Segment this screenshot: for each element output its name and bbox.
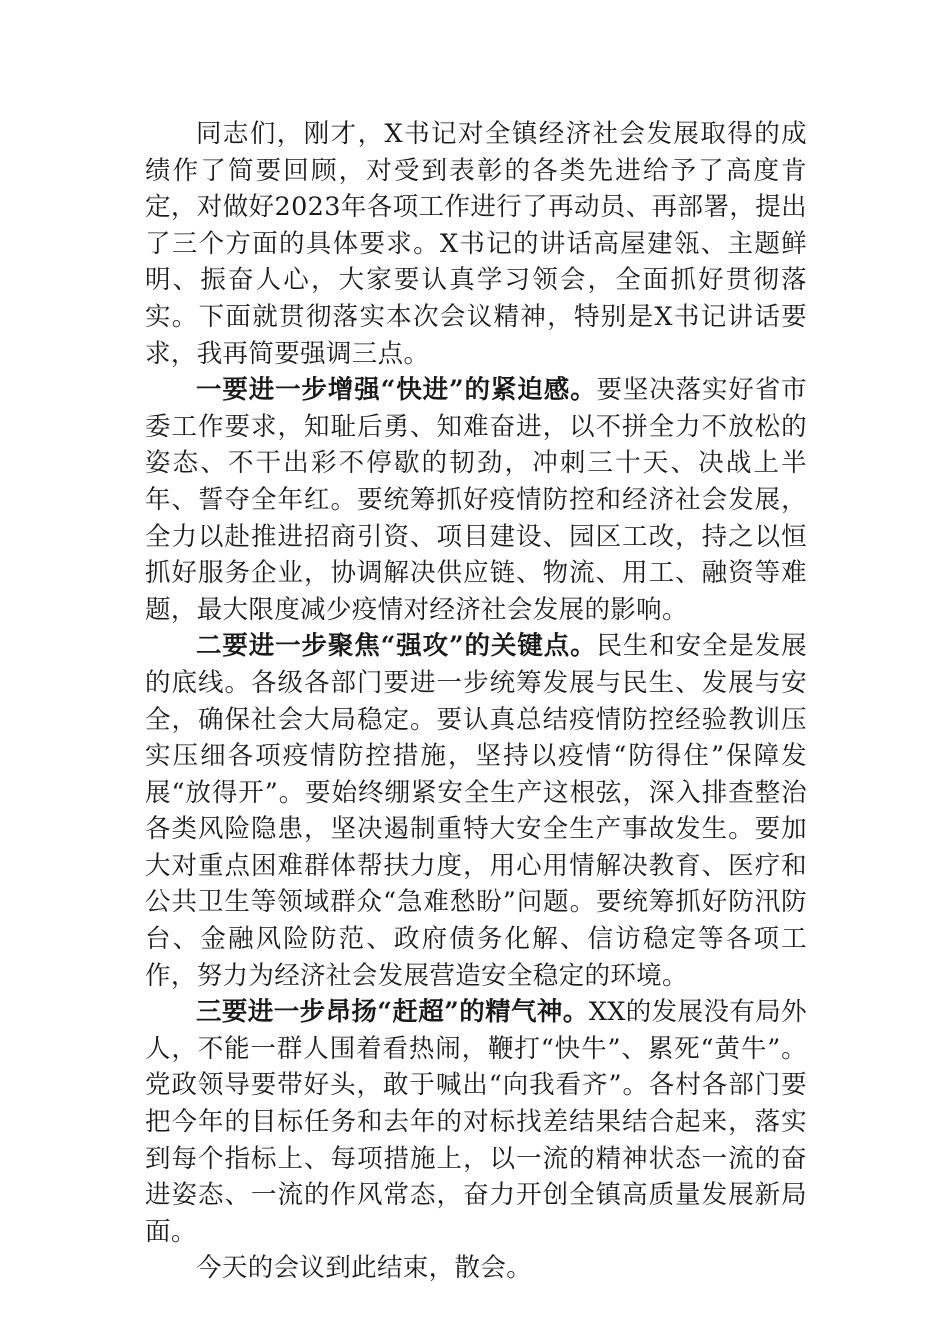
paragraph-point-one	[145, 372, 807, 628]
paragraph-text: 要坚决落实好省市委工作要求，知耻后勇、知难奋进，以不拼全力不放松的姿态、不干出彩不停歇的韧劲，冲刺三十天、决战上半年、誓夺全年红。要统筹抓好疫情防控和经济社会发展，全力以赴推进招商引资、项目建设、园区工改，持之以恒抓好服务企业，协调解决供应链、物流、用工、融资等难题，最大限度减少疫情对经济社会发展的影响。	[145, 375, 807, 625]
document-body	[145, 116, 807, 1287]
paragraph-opening	[145, 116, 807, 372]
paragraph-text: 同志们，刚才，X书记对全镇经济社会发展取得的成绩作了简要回顾，对受到表彰的各类先进给予了高度肯定，对做好2023年各项工作进行了再动员、再部署，提出了三个方面的具体要求。X书记的讲话高屋建瓴、主题鲜明、振奋人心，大家要认真学习领会，全面抓好贯彻落实。下面就贯彻落实本次会议精神，特别是X书记讲话要求，我再简要强调三点。	[145, 119, 807, 369]
paragraph-point-three	[145, 994, 807, 1250]
paragraph-point-two	[145, 628, 807, 994]
paragraph-lead: 二要进一步聚焦“强攻”的关键点。	[196, 631, 597, 662]
paragraph-text: 今天的会议到此结束，散会。	[196, 1253, 533, 1284]
paragraph-text: 民生和安全是发展的底线。各级各部门要进一步统筹发展与民生、发展与安全，确保社会大局稳定。要认真总结疫情防控经验教训压实压细各项疫情防控措施，坚持以疫情“防得住”保障发展“放得开”。要始终绷紧安全生产这根弦，深入排查整治各类风险隐患，坚决遏制重特大安全生产事故发生。要加大对重点困难群体帮扶力度，用心用情解决教育、医疗和公共卫生等领域群众“急难愁盼”问题。要统筹抓好防汛防台、金融风险防范、政府债务化解、信访稳定等各项工作，努力为经济社会发展营造安全稳定的环境。	[145, 631, 807, 991]
paragraph-lead: 三要进一步昂扬“赶超”的精气神。	[196, 997, 589, 1028]
paragraph-closing	[145, 1250, 807, 1287]
paragraph-lead: 一要进一步增强“快进”的紧迫感。	[196, 375, 597, 406]
paragraph-text: XX的发展没有局外人，不能一群人围着看热闹，鞭打“快牛”、累死“黄牛”。党政领导要带好头，敢于喊出“向我看齐”。各村各部门要把今年的目标任务和去年的对标找差结果结合起来，落实到每个指标上、每项措施上，以一流的精神状态一流的奋进姿态、一流的作风常态，奋力开创全镇高质量发展新局面。	[145, 997, 807, 1247]
